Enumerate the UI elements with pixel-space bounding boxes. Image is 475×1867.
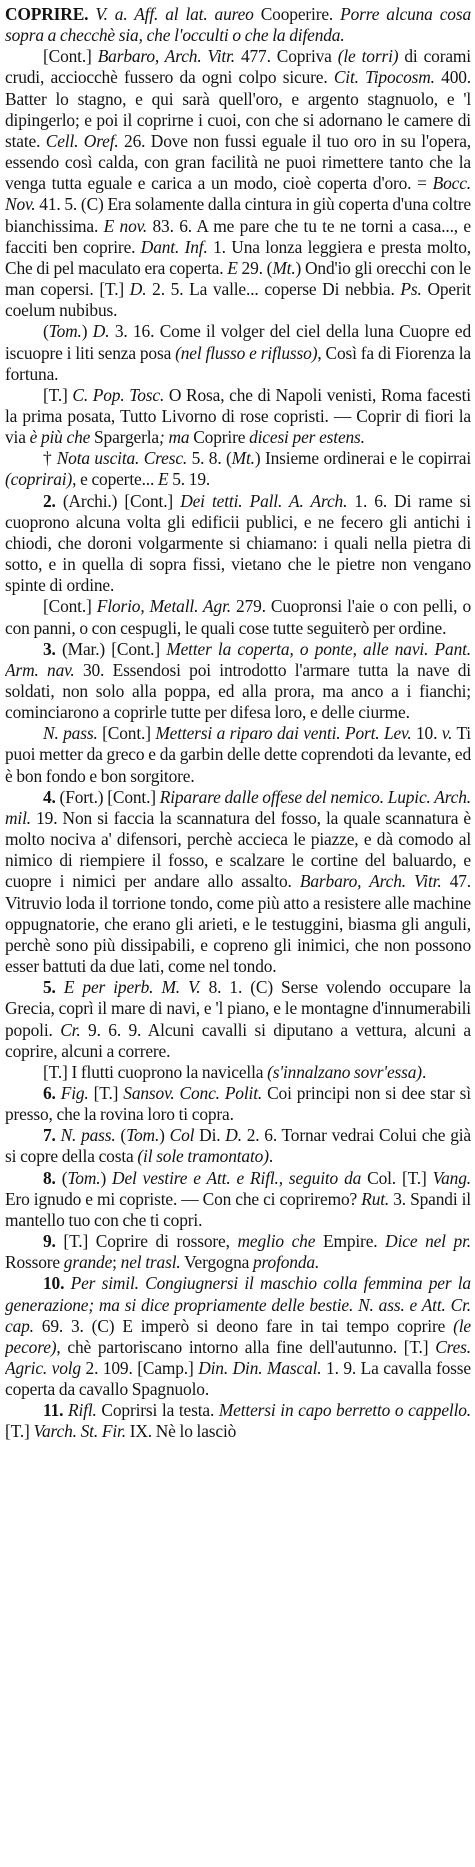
entry-paragraph [5,448,471,490]
italic-run: Vang. [432,1167,471,1188]
sense-number: 3. [43,638,56,659]
text-run: ; [112,1252,121,1273]
text-run: ) [100,1167,113,1188]
text-run: [Cont.] [43,46,98,67]
text-run: 83. 6. A me pare che tu te ne torni a casa..., e facciti ben coprire. [5,215,471,257]
text-run: Coprire [189,427,250,448]
italic-run: E nov. [103,215,148,236]
entry-paragraph [5,1125,471,1167]
italic-run: E [227,257,238,278]
text-run: 26. Dove non fussi eguale il tuo oro in su l'opera, essendo così calda, con gran facilità ne puoi rimettere tanto che la venga tutta eguale e carica a un modo, cioè coperta d'oro. = [5,130,471,194]
italic-run: dicesi per estens. [249,427,365,448]
text-run: † [43,448,57,469]
italic-run: D. [225,1125,242,1146]
italic-run: Fig. [60,1082,89,1103]
sense-number: 5. [43,977,56,998]
italic-run: Tom. [67,1167,101,1188]
text-run: IX. Nè lo lasciò [125,1421,237,1442]
text-run: ( [55,1167,68,1188]
text-run: ) Ond'io gli orecchi con le man copersi. [T.] [5,257,471,300]
text-run: . [268,1146,274,1167]
italic-run: (s'innalzano sovr'essa) [267,1061,422,1082]
text-run: 10. [411,723,442,744]
text-run: [T.] Coprire di rossore, [55,1231,238,1252]
italic-run: Dice nel pr. [385,1231,471,1252]
text-run: 3. Spandi il mantello tuo con che ti copri. [5,1188,471,1230]
text-run: , chè partoriscano intorno alla fine dell'autunno. [T.] [56,1336,436,1357]
text-run: Spargerla [90,427,159,448]
entry-paragraph [5,385,471,448]
italic-run: meglio che [237,1231,316,1252]
text-run: 9. 6. 9. Alcuni cavalli si diputano a vettura, alcuni a coprire, alcuni a correre. [5,1019,471,1061]
italic-run: Cres. Agric. volg [5,1336,471,1378]
entry-paragraph [5,596,471,638]
text-run: 1. 6. Di rame si cuoprono alcuna volta gli edificii publici, e ne fecero gli antichi i chiodi, che doroni volgarmente si chiamano: i quali nella pietra di sotto, e in quella di sopra fissi, vietano che le pietre non vengano spinte di ordine. [5,490,471,596]
entry-paragraph [5,491,471,597]
text-run: 279. Cuopronsi l'aie o con pelli, o con panni, o con cespugli, le quali cose tutte seguiterò per ordine. [5,596,471,638]
text-run: 3. 16. Come il volger del ciel della luna Cuopre ed iscuopre i liti senza posa [5,321,471,363]
text-run: 400. Batter lo stagno, e qui sarà quell'oro, e argento stagnuolo, e 'l dipingerlo; e poi il coprirne i cuoi, con che si adornano le camere di state. [5,67,471,151]
text-run: ) Insieme ordinerai e le copirrai [254,448,471,469]
text-run: ( [43,321,49,342]
italic-run: (le pecore) [5,1315,471,1357]
italic-run: Mettersi in capo berretto o cappello. [218,1400,471,1421]
text-run: 30. Essendosi poi introdotto l'armare tutta la nave di soldati, non solo alla poppa, ed alla prora, ma anco a i fianchi; cominciarono a coprirle tutte per difesa loro, e delle ciurme. [5,659,471,723]
text-run: [T.] I flutti cuoprono la navicella [43,1061,268,1082]
italic-run: Metter la coperta, o ponte, alle navi. Pant. Arm. nav. [5,638,471,680]
italic-run: (il sole tramontato) [137,1146,269,1167]
italic-run: Ps. [400,279,422,300]
sense-number: 10. [43,1273,65,1294]
italic-run: Del vestire e Att. e Rifl., seguito da [112,1167,362,1188]
entry-paragraph [5,46,471,321]
entry-paragraph [5,639,471,724]
italic-run: Florio, Metall. Agr. [96,596,231,617]
entry-paragraph [5,1400,471,1442]
text-run: 1. Una lonza leggiera e presta molto, Che di pel maculato era coperta. [5,236,471,278]
text-run: 477. Copriva [234,46,338,67]
entry-paragraph [5,1062,471,1083]
italic-run: D. [92,321,110,342]
italic-run: Varch. St. Fir. [33,1421,126,1442]
italic-run: Dei tetti. Pall. A. Arch. [180,490,348,511]
italic-run: Tom. [48,321,82,342]
sense-number: 9. [43,1231,56,1252]
italic-run: Tom. [126,1125,160,1146]
text-run: ) [159,1125,170,1146]
entry-paragraph [5,1083,471,1125]
entry-paragraph [5,1273,471,1400]
italic-run: Bocc. Nov. [5,173,471,215]
text-run: 2. 5. La valle... coperse Di nebbia. [146,279,401,300]
text-run: 5. 8. ( [187,448,232,469]
text-run: [T.] [5,1421,34,1442]
italic-run: nel trasl. [120,1252,181,1273]
entry-paragraph [5,1231,471,1273]
text-run: 47. Vitruvio loda il torrione tondo, come più atto a resistere alle machine oppugnatorie, che erano gli arieti, e le testuggini, biasma gli anguli, perchè sono più dissipabili, e copreno gli inimici, che non possono esser battuti da due lati, come nel tondo. [5,871,471,977]
italic-run: Col [169,1125,195,1146]
text-run: Rossore [5,1252,64,1273]
italic-run: Nota uscita. Cresc. [56,448,188,469]
text-run: (Archi.) [Cont.] [55,490,181,511]
italic-run: Rifl. [68,1400,97,1421]
dictionary-page [5,4,471,1863]
entry-paragraph [5,977,471,1062]
text-run: Coprirsi la testa. [96,1400,219,1421]
italic-run: profonda. [253,1252,320,1273]
italic-run: Riparare dalle offese del nemico. Lupic. Arch. mil. [5,786,471,828]
text-run: (Mar.) [Cont.] [55,638,167,659]
italic-run: Mettersi a riparo dai venti. Port. Lev. [155,723,412,744]
italic-run: (nel flusso e riflusso) [175,342,318,363]
text-run: [T.] [43,384,73,405]
italic-run: v. [441,723,453,744]
text-run: , Così fa di Fiorenza la fortuna. [5,342,471,384]
italic-run: N. pass. [60,1125,116,1146]
sense-number: 8. [43,1167,56,1188]
entry-paragraph [5,723,471,786]
italic-run: (le torri) [337,46,399,67]
text-run: 1. 9. La cavalla fosse coperta da cavallo Spagnuolo. [5,1358,471,1400]
text-run: Vergogna [180,1252,254,1273]
italic-run: Per simil. Congiugnersi il maschio colla femmina per la generazione; ma si dice propriamente delle bestie. N. ass. e Att. Cr. cap. [5,1273,471,1336]
entry-paragraph [5,1168,471,1231]
text-run: ( [115,1125,127,1146]
sense-number: 4. [43,786,56,807]
text-run: Col. [T.] [361,1167,433,1188]
italic-run: N. pass. [43,723,98,744]
sense-number: 2. [43,490,56,511]
text-run [56,977,64,997]
text-run: Empire. [315,1231,386,1252]
entry-paragraph [5,321,471,384]
italic-run: Dant. Inf. [140,236,208,257]
text-run: Ti puoi metter da greco e da garbin delle dette coprendoti da levante, ed è bon fondo e bon sorgitore. [5,723,471,786]
text-run: Cooperire. [253,4,341,24]
text-run: (Fort.) [Cont.] [55,786,160,807]
italic-run: ; ma [159,427,190,448]
text-run: Ero ignudo e mi copriste. — Con che ci copriremo? [5,1188,362,1209]
text-run: 5. 19. [168,469,211,490]
italic-run: Barbaro, Arch. Vitr. [299,871,442,892]
italic-run: Cr. [60,1019,81,1040]
text-run: 19. Non si faccia la scannatura del fosso, la quale scannatura è molto nociva a' difensori, perchè accieca le piazze, e dà comodo al nimico di riempiere il fosso, e scalzare le cortine del baluardo, e cuopre i nimici per andare allo assalto. [5,807,471,892]
italic-run: grande [63,1252,113,1273]
text-run: [Cont.] [97,723,156,744]
text-run: . [421,1061,427,1082]
sense-number: 7. [43,1125,56,1146]
entry-paragraph [5,787,471,977]
italic-run: Barbaro, Arch. Vitr. [97,46,235,67]
italic-run: Rut. [361,1188,390,1209]
italic-run: E per iperb. M. V. [63,977,201,998]
text-run: 29. ( [237,257,273,278]
dictionary-entry-coprire [5,4,471,1443]
italic-run: D. [129,279,147,300]
sense-number: 11. [43,1400,64,1421]
text-run: 8. 1. (C) Serse volendo occupare la Grecia, coprì il mare di navi, e 'l piano, e le montagne d'innumerabili popoli. [5,977,471,1040]
text-run: Di. [194,1125,226,1146]
entry-paragraph [5,4,471,46]
text-run: Coi principi non si dee star sì presso, che la rovina loro ti copra. [5,1082,471,1125]
italic-run: è più che [29,427,91,448]
text-run: ) [81,321,93,342]
sense-number: 6. [43,1082,56,1103]
text-run: [T.] [88,1082,124,1103]
text-run: O Rosa, che di Napoli venisti, Roma facesti la prima posata, Tutto Livorno di rose copristi. — Coprir di fiori la via [5,384,471,448]
italic-run: C. Pop. Tosc. [72,384,165,405]
text-run: , e coperte... [72,469,158,490]
text-run: 2. 6. Tornar vedrai Colui che già si copre della costa [5,1125,471,1167]
sense-number: COPRIRE. [5,4,89,24]
italic-run: V. a. Aff. al lat. aureo [95,4,254,24]
italic-run: E [157,469,169,490]
text-run: 2. 109. [Camp.] [80,1358,199,1378]
italic-run: Din. Din. Mascal. [198,1358,322,1378]
italic-run: Mt. [231,448,255,469]
italic-run: Cell. Oref. [45,130,119,151]
text-run: [Cont.] [43,596,97,617]
text-run: 69. 3. (C) E imperò si deono fare in tai tempo coprire [33,1315,454,1336]
italic-run: Mt. [272,257,296,278]
text-run: 41. 5. (C) Era solamente dalla cintura in giù coperta d'una coltre bianchissima. [5,194,471,236]
text-run: Operit coelum nubibus. [5,279,471,321]
italic-run: Porre alcuna cosa sopra a checchè sia, che l'occulti o che la difenda. [5,4,471,46]
text-run: di corami crudi, acciocchè fussero da ogni colpo sicure. [5,46,471,88]
italic-run: (coprirai) [5,469,73,490]
italic-run: Sansov. Conc. Polit. [123,1082,263,1103]
italic-run: Cit. Tipocosm. [333,67,435,88]
